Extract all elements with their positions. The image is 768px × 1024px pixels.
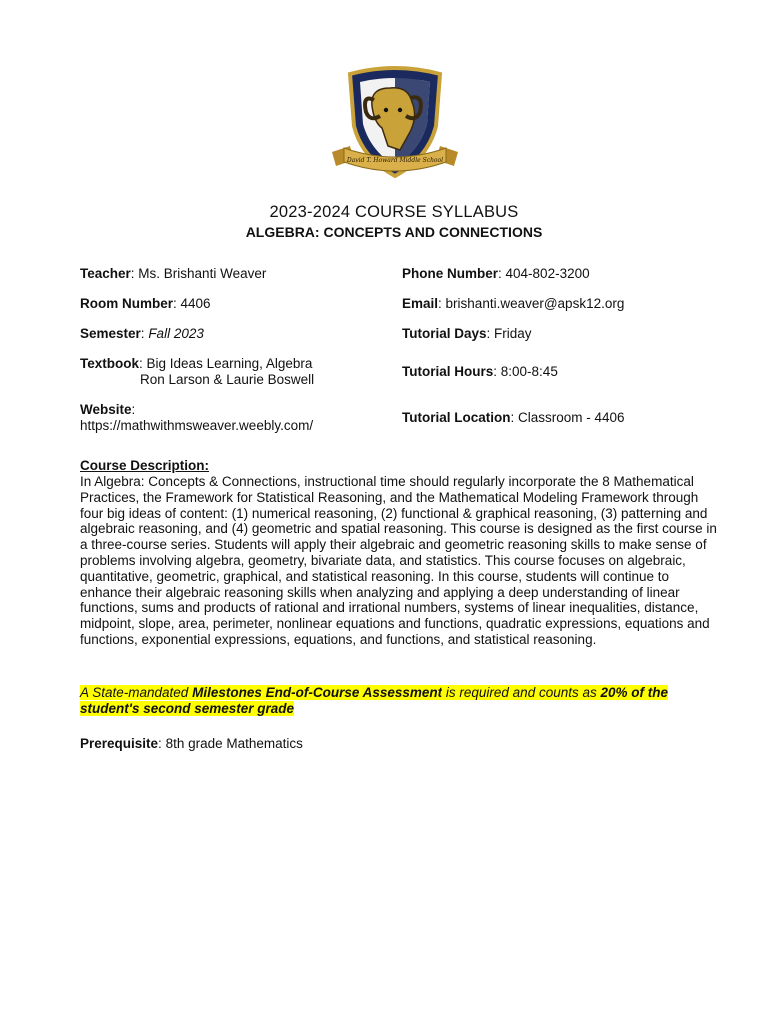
semester-field: Semester: Fall 2023 [80, 326, 204, 341]
tutorial-location-value: Classroom - 4406 [518, 410, 625, 425]
banner-text: David T. Howard Middle School [346, 157, 444, 164]
assessment-weight: 20% of the student's second semester grade [80, 685, 668, 716]
tutorial-hours-field: Tutorial Hours: 8:00-8:45 [402, 364, 558, 379]
website-link[interactable]: https://mathwithmsweaver.weebly.com/ [80, 418, 314, 433]
tutorial-location-field: Tutorial Location: Classroom - 4406 [402, 410, 625, 425]
phone-value: 404-802-3200 [505, 266, 590, 281]
phone-field: Phone Number: 404-802-3200 [402, 266, 590, 281]
course-description-body: In Algebra: Concepts & Connections, instructional time should regularly incorporate the 8 Mathematical Practices, the Framework for Statistical Reasoning, and the Mathematical Modeling Framework through four big ideas of content: (1) numerical reasoning, (2) functional & graphical reasoning, (3) patterning and algebraic reasoning, and (4) geometric and spatial reasoning. This course is designed as the first course in a three-course series. Students will apply their algebraic and geometric reasoning skills to make sense of problems involving algebra, geometry, bivariate data, and statistics. This course focuses on algebraic, quantitative, geometric, graphical, and statistical reasoning. In this course, students will continue to enhance their algebraic reasoning skills when analyzing and applying a deep understanding of linear functions, sums and products of rational and irrational numbers, systems of linear inequalities, distance, midpoint, slope, area, perimeter, nonlinear equations and functions, quadratic expressions, equations and functions, exponential expressions, equations, and functions, and statistical reasoning. [80, 474, 717, 647]
tutorial-hours-label: Tutorial Hours [402, 364, 494, 379]
course-title: ALGEBRA: CONCEPTS AND CONNECTIONS [245, 224, 543, 240]
prerequisite-value: 8th grade Mathematics [165, 736, 303, 751]
tutorial-hours-value: 8:00-8:45 [500, 364, 558, 379]
phone-label: Phone Number [402, 266, 499, 281]
textbook-authors: Ron Larson & Laurie Boswell [140, 372, 315, 387]
tutorial-days-value: Friday [494, 326, 532, 341]
textbook-field: Textbook: Big Ideas Learning, Algebra Ron Larson & Laurie Boswell [80, 356, 315, 387]
syllabus-title: 2023-2024 COURSE SYLLABUS [269, 203, 519, 221]
prerequisite-label: Prerequisite [80, 736, 159, 751]
website-label: Website [80, 402, 132, 417]
room-value: 4406 [180, 296, 211, 311]
semester-label: Semester [80, 326, 141, 341]
email-label: Email [402, 296, 439, 311]
room-field: Room Number: 4406 [80, 296, 211, 311]
assessment-note-text-1: A State-mandated [80, 685, 193, 700]
teacher-field: Teacher: Ms. Brishanti Weaver [80, 266, 267, 281]
course-description-heading: Course Description: [80, 458, 210, 473]
email-link[interactable]: brishanti.weaver@apsk12.org [445, 296, 625, 311]
semester-value: Fall 2023 [148, 326, 204, 341]
teacher-label: Teacher [80, 266, 131, 281]
teacher-value: Ms. Brishanti Weaver [138, 266, 267, 281]
assessment-name: Milestones End-of-Course Assessment [192, 685, 443, 700]
prerequisite-field: Prerequisite: 8th grade Mathematics [80, 736, 303, 751]
tutorial-days-label: Tutorial Days [402, 326, 487, 341]
school-crest-logo [330, 66, 460, 184]
website-field: Website: https://mathwithmsweaver.weebly.com/ [80, 402, 314, 433]
textbook-value: Big Ideas Learning, Algebra [146, 356, 313, 371]
email-field: Email: brishanti.weaver@apsk12.org [402, 296, 625, 311]
tutorial-days-field: Tutorial Days: Friday [402, 326, 532, 341]
textbook-label: Textbook [80, 356, 140, 371]
room-label: Room Number [80, 296, 174, 311]
assessment-note-text-2: is required and counts as [442, 685, 601, 700]
tutorial-location-label: Tutorial Location [402, 410, 511, 425]
assessment-note [80, 685, 720, 717]
